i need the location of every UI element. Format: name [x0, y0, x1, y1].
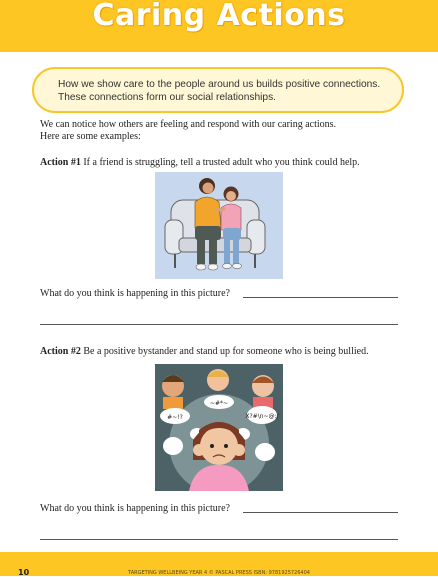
page-header	[0, 0, 438, 52]
intro-line-2: Here are some examples:	[40, 131, 141, 142]
footer-credit: TARGETING WELLBEING YEAR 4 © PASCAL PRESS ISBN: 9781925726404	[128, 570, 310, 576]
action-1-text: If a friend is struggling, tell a trusted adult who you think could help.	[83, 157, 360, 168]
action-1-heading	[40, 157, 360, 168]
action-2-answer-line-1[interactable]	[243, 512, 398, 513]
bubble-text-1: #~!?	[167, 414, 183, 421]
callout-line-2: These connections form our social relationships.	[58, 92, 277, 103]
page-title: Caring Actions	[92, 0, 346, 33]
action-2-picture	[155, 364, 283, 491]
intro-paragraph	[40, 119, 336, 143]
bubble-text-2: ~#*~	[209, 400, 229, 407]
action-1-label: Action #1	[40, 157, 81, 168]
callout-text	[58, 78, 380, 104]
action-1-answer-line-2[interactable]	[40, 324, 398, 325]
action-1-question: What do you think is happening in this picture?	[40, 288, 230, 299]
action-2-question: What do you think is happening in this picture?	[40, 503, 230, 514]
action-2-label: Action #2	[40, 346, 81, 357]
zigzag-edge	[0, 44, 438, 56]
page-number: 10	[18, 568, 30, 577]
intro-line-1: We can notice how others are feeling and respond with our caring actions.	[40, 119, 337, 130]
action-2-answer-line-2[interactable]	[40, 539, 398, 540]
action-1-answer-line-1[interactable]	[243, 297, 398, 298]
action-1-picture	[155, 172, 283, 279]
action-2-text: Be a positive bystander and stand up for someone who is being bullied.	[83, 346, 369, 357]
callout-line-1: How we show care to the people around us builds positive connections.	[58, 79, 381, 90]
intro-callout	[32, 67, 404, 113]
action-2-heading	[40, 346, 369, 357]
bubble-text-3: X?#\n~@:/	[245, 413, 279, 420]
page-footer	[0, 552, 438, 576]
